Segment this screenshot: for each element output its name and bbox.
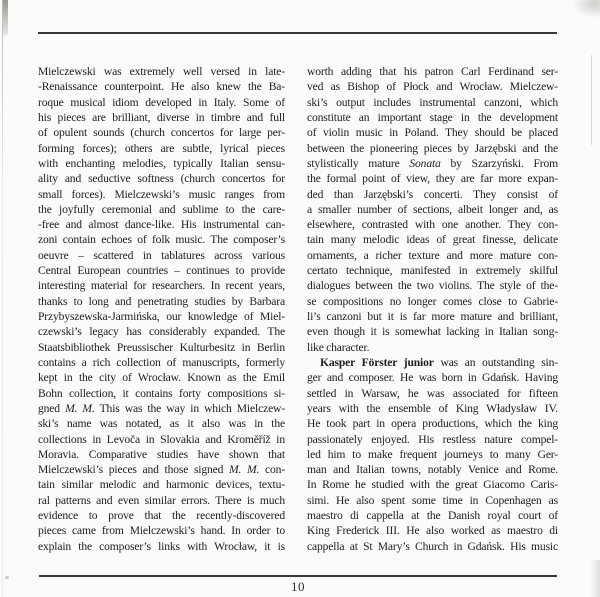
text-segment: Moravia. Comparative studies have shown that [38, 447, 285, 461]
text-segment: certato technique, manifested in extremely skilful [307, 264, 558, 278]
text-line [307, 370, 558, 385]
text-line [38, 370, 285, 385]
text-segment: tain similar melodic and harmonic devices, textu- [38, 478, 285, 492]
text-segment: even though it is somewhat lacking in Italian song- [307, 325, 558, 339]
text-line [307, 493, 558, 508]
text-segment: years with the ensemble of King Władysław IV. [307, 401, 558, 415]
text-line [38, 278, 285, 293]
text-segment: worth adding that his patron Carl Ferdinand ser- [307, 65, 558, 78]
text-line [307, 263, 558, 278]
text-line [38, 171, 285, 186]
text-segment: roque musical idiom developed in Italy. Some of [38, 95, 285, 109]
text-segment: thanks to long and penetrating studies by Barbara [38, 294, 285, 308]
text-line [38, 432, 285, 447]
text-segment: ral patterns and even similar errors. There is much [38, 493, 285, 507]
text-line [38, 508, 285, 523]
text-segment: In Rome he studied with the great Giacomo Caris- [307, 478, 558, 492]
text-segment: Mielczewski’s pieces and those signed [38, 463, 230, 477]
text-line [307, 416, 558, 431]
text-line [307, 141, 558, 156]
text-line [307, 202, 558, 217]
text-segment: constitute an important stage in the development [307, 110, 558, 124]
footer-rule [39, 575, 557, 577]
text-segment: explain the composer’s links with Wrocław, it is [38, 539, 285, 553]
scan-artifact-topright [572, 0, 600, 18]
text-segment: dialogues between the two violins. The style of the- [307, 279, 558, 293]
text-line [38, 447, 285, 462]
text-line [307, 187, 558, 202]
text-line [38, 95, 285, 110]
text-segment: cappella at St Mary’s Church in Gdańsk. His music [307, 539, 558, 553]
text-segment: czewski’s legacy has considerably expanded. The [38, 325, 285, 339]
text-segment: -Renaissance counterpoint. He also knew the Ba- [38, 80, 285, 94]
text-line [307, 539, 558, 554]
bold-text: Kasper Förster junior [320, 355, 434, 369]
text-line [307, 324, 558, 339]
text-segment: gned [38, 401, 66, 415]
header-rule [38, 32, 557, 34]
italic-text: M. M. [65, 401, 95, 415]
left-text-column [38, 64, 285, 554]
text-segment: simi. He also spent some time in Copenhagen as [307, 493, 558, 507]
text-line [307, 278, 558, 293]
text-segment: stylistically mature [307, 156, 410, 170]
text-line [307, 110, 558, 125]
text-line [307, 462, 558, 477]
text-segment: evidence to prove that the recently-discovered [38, 509, 285, 523]
text-line [38, 355, 285, 370]
text-segment: ski’s name was notated, as it also was in the [38, 417, 285, 431]
text-line [307, 125, 558, 140]
text-line [38, 309, 285, 324]
text-segment: tain many melodic ideas of great finesse, delicate [307, 233, 558, 247]
text-line [38, 416, 285, 431]
text-line [307, 523, 558, 538]
text-line [38, 523, 285, 538]
text-line [307, 386, 558, 401]
text-line [38, 79, 285, 94]
text-segment: his pieces are brilliant, diverse in timbre and full [38, 110, 285, 124]
text-segment: ski’s output includes instrumental canzoni, which [307, 95, 558, 109]
text-segment: King Frederick III. He also worked as maestro di [307, 524, 558, 538]
text-segment: the joyfully ceremonial and sublime to the care- [38, 202, 285, 216]
text-line [307, 294, 558, 309]
text-line [38, 248, 285, 263]
scan-artifact-bottomright [590, 560, 600, 597]
text-line [307, 217, 558, 232]
text-segment: interesting material for researchers. In recent years, [38, 279, 285, 293]
text-line [307, 508, 558, 523]
text-segment: Mielczewski was extremely well versed in late- [38, 65, 285, 78]
text-line [307, 171, 558, 186]
page-number-area [39, 578, 557, 596]
text-segment: the formal point of view, they are far more expan- [307, 172, 558, 186]
italic-text: Sonata [409, 156, 441, 170]
text-segment: contains a rich collection of manuscripts, formerly [38, 355, 285, 369]
text-line [38, 187, 285, 202]
scan-artifact-left-edge [2, 0, 3, 597]
text-segment: Przybyszewska-Jarmińska, our knowledge of Miel- [38, 310, 285, 323]
scan-artifact-bottomleft [5, 576, 9, 579]
text-line [38, 202, 285, 217]
text-segment: was an outstanding sin- [433, 355, 558, 369]
italic-text: M. M. [229, 463, 260, 477]
text-segment: man and Italian towns, notably Venice and Rome. [307, 463, 558, 477]
text-line [38, 294, 285, 309]
text-segment: pieces came from Mielczewski’s hand. In order to [38, 524, 285, 538]
text-segment: Bohn collection, it contains forty compositions si- [38, 386, 285, 400]
text-segment: ger and composer. He was born in Gdańsk. Having [307, 371, 558, 385]
text-line [38, 477, 285, 492]
text-line [38, 232, 285, 247]
text-line [38, 125, 285, 140]
right-text-column [307, 64, 558, 554]
text-line [307, 340, 558, 355]
text-segment: se compositions no longer comes close to Gabrie- [307, 294, 558, 308]
text-line [38, 493, 285, 508]
text-segment: Staatsbibliothek Preussischer Kulturbesitz in Berlin [38, 340, 285, 354]
text-segment: maestro di cappella at the Danish royal court of [307, 509, 558, 523]
text-segment: li’s canzoni but it is far more mature and brilliant, [307, 310, 558, 323]
text-line [38, 141, 285, 156]
text-line [307, 477, 558, 492]
text-segment: kept in the city of Wrocław. Known as the Emil [38, 371, 285, 385]
text-segment: ality and seductive softness (church concertos for [38, 172, 285, 186]
page-number: 10 [291, 579, 305, 594]
text-segment: -free and almost dance-like. His instrumental can- [38, 218, 285, 232]
text-line [307, 309, 558, 324]
text-segment: collections in Levoča in Slovakia and Kroměříž in [38, 432, 285, 446]
text-segment: elsewhere, contrasted with one another. They con- [307, 218, 558, 232]
text-line [38, 401, 285, 416]
text-segment: led him to make frequent journeys to many Ger- [307, 447, 558, 461]
text-segment: He took part in opera productions, which the king [307, 417, 558, 431]
text-line [307, 248, 558, 263]
text-line [38, 386, 285, 401]
text-line [38, 539, 285, 554]
text-line [307, 64, 558, 79]
text-line [38, 217, 285, 232]
text-segment: con- [259, 463, 285, 477]
text-segment: zoni contain echoes of folk music. The composer’s [38, 233, 285, 247]
text-segment: settled in Warsaw, he was associated for fifteen [307, 386, 558, 400]
text-line [307, 156, 558, 171]
text-line [38, 156, 285, 171]
text-segment: of violin music in Poland. They should be placed [307, 126, 558, 140]
text-segment: passionately enjoyed. His restless nature compel- [307, 432, 558, 446]
text-segment: This was the way in which Mielczew- [94, 401, 285, 415]
text-segment: oeuvre – scattered in tablatures across various [38, 248, 285, 262]
text-line [38, 263, 285, 278]
text-segment: a smaller number of sections, albeit longer and, as [307, 202, 558, 216]
text-line [38, 110, 285, 125]
text-line [38, 340, 285, 355]
text-segment: by Szarzyński. From [440, 156, 558, 170]
text-line [307, 401, 558, 416]
text-line [307, 95, 558, 110]
text-line [38, 64, 285, 79]
text-segment: like character. [307, 340, 370, 354]
text-segment: ded than Jarzębski’s concerti. They consist of [307, 187, 558, 201]
text-segment: between the pioneering pieces by Jarzębski and the [307, 141, 558, 155]
text-line [307, 355, 558, 370]
text-line [307, 232, 558, 247]
text-segment: ved as Bishop of Płock and Wrocław. Mielczew- [307, 80, 558, 94]
text-line [307, 447, 558, 462]
text-line [38, 324, 285, 339]
text-segment: of opulent sounds (church concertos for large per- [38, 126, 285, 140]
text-line [307, 432, 558, 447]
text-segment: with enchanting melodies, typically Italian sensu- [38, 156, 285, 170]
text-segment: ornaments, a richer texture and more mature con- [307, 248, 558, 262]
text-segment: small forces). Mielczewski’s music ranges from [38, 187, 285, 201]
text-segment: forming forces); others are subtle, lyrical pieces [38, 141, 285, 155]
scan-artifact-right-edge [591, 55, 592, 145]
text-line [307, 79, 558, 94]
text-segment: Central European countries – continues to provide [38, 264, 285, 278]
text-line [38, 462, 285, 477]
scan-artifact-topleft [3, 0, 8, 36]
